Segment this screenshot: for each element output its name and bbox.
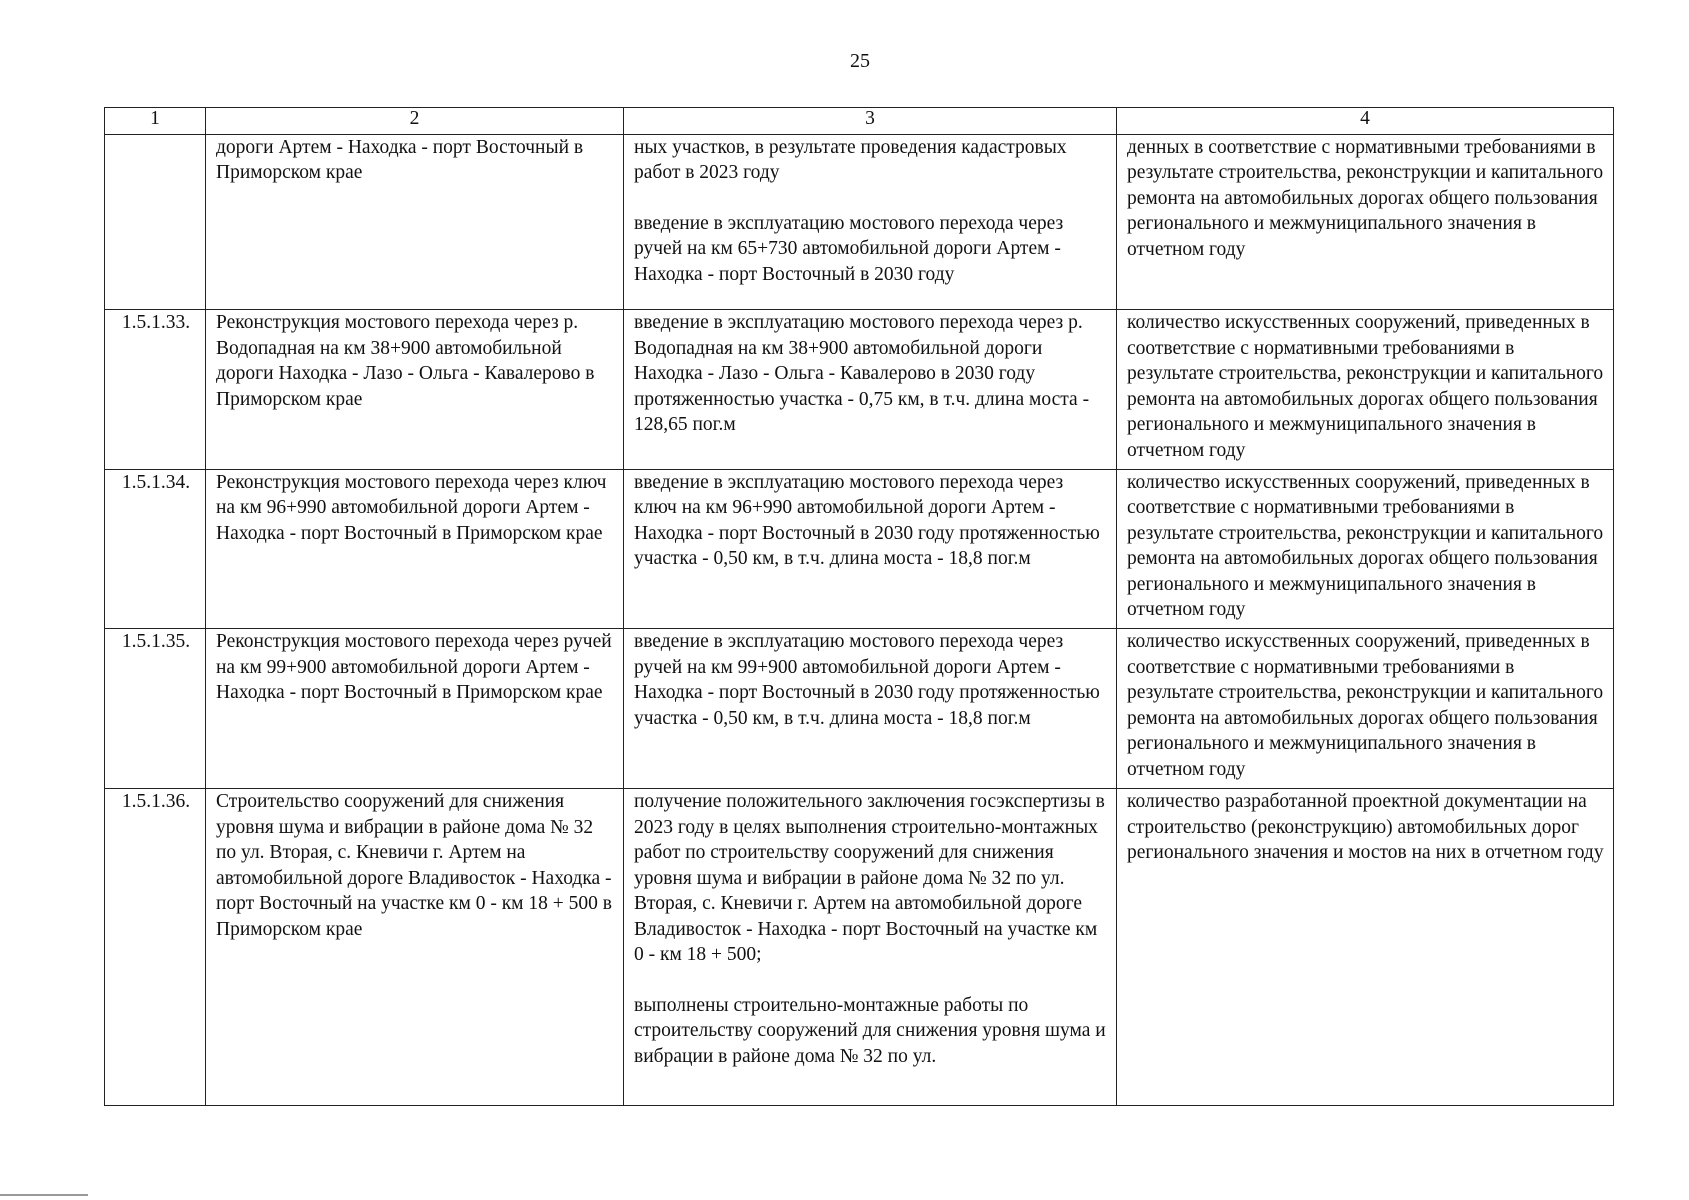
- result-paragraph: выполнены строительно-монтажные работы по строительству сооружений для снижения уровня шума и вибрации в районе дома № 32 по ул.: [634, 994, 1106, 1067]
- table-row: [105, 310, 1614, 470]
- indicator: денных в соответствие с нормативными требованиями в результате строительства, реконструкции и капитального ремонта на автомобильных дорогах общего пользования регионального и межмуниципального значения в отчетном году: [1117, 134, 1614, 310]
- program-table: [104, 107, 1614, 1106]
- event-name: Реконструкция мостового перехода через ручей на км 99+900 автомобильной дороги Артем - Находка - порт Восточный в Приморском крае: [206, 629, 624, 789]
- expected-result: [624, 310, 1117, 470]
- indicator: количество искусственных сооружений, приведенных в соответствие с нормативными требованиями в результате строительства, реконструкции и капитального ремонта на автомобильных дорогах общего пользования регионального и межмуниципального значения в отчетном году: [1117, 469, 1614, 629]
- expected-result: [624, 469, 1117, 629]
- expected-result: [624, 134, 1117, 310]
- event-name: Реконструкция мостового перехода через ключ на км 96+990 автомобильной дороги Артем - Находка - порт Восточный в Приморском крае: [206, 469, 624, 629]
- expected-result: [624, 629, 1117, 789]
- scan-edge-mark: [0, 1194, 88, 1196]
- result-paragraph: ных участков, в результате проведения кадастровых работ в 2023 году: [634, 136, 1067, 184]
- indicator: количество искусственных сооружений, приведенных в соответствие с нормативными требованиями в результате строительства, реконструкции и капитального ремонта на автомобильных дорогах общего пользования регионального и межмуниципального значения в отчетном году: [1117, 629, 1614, 789]
- table-row: [105, 134, 1614, 310]
- indicator: количество искусственных сооружений, приведенных в соответствие с нормативными требованиями в результате строительства, реконструкции и капитального ремонта на автомобильных дорогах общего пользования регионального и межмуниципального значения в отчетном году: [1117, 310, 1614, 470]
- table-row: [105, 629, 1614, 789]
- row-number: 1.5.1.33.: [105, 310, 206, 470]
- event-name: дороги Артем - Находка - порт Восточный в Приморском крае: [206, 134, 624, 310]
- result-paragraph: получение положительного заключения госэкспертизы в 2023 году в целях выполнения строительно-монтажных работ по строительству сооружений для снижения уровня шума и вибрации в районе дома № 32 по ул. Вторая, с. Кневичи г. Артем на автомобильной дороге Владивосток - Находка - порт Восточный на участке км 0 - км 18 + 500;: [634, 791, 1105, 965]
- row-number: 1.5.1.36.: [105, 789, 206, 1106]
- event-name: Реконструкция мостового перехода через р. Водопадная на км 38+900 автомобильной дороги Находка - Лазо - Ольга - Кавалерово в Приморском крае: [206, 310, 624, 470]
- header-col-2: 2: [206, 108, 624, 135]
- result-paragraph: введение в эксплуатацию мостового перехода через ручей на км 99+900 автомобильной дороги Артем - Находка - порт Восточный в 2030 году протяженностью участка - 0,50 км, в т.ч. длина моста - 18,8 пог.м: [634, 631, 1100, 729]
- row-number: 1.5.1.34.: [105, 469, 206, 629]
- event-name: Строительство сооружений для снижения уровня шума и вибрации в районе дома № 32 по ул. Вторая, с. Кневичи г. Артем на автомобильной дороге Владивосток - Находка - порт Восточный на участке км 0 - км 18 + 500 в Приморском крае: [206, 789, 624, 1106]
- expected-result: [624, 789, 1117, 1106]
- result-paragraph: введение в эксплуатацию мостового перехода через ручей на км 65+730 автомобильной дороги Артем - Находка - порт Восточный в 2030 году: [634, 212, 1064, 285]
- header-col-1: 1: [105, 108, 206, 135]
- page-number: 25: [850, 50, 870, 72]
- header-col-4: 4: [1117, 108, 1614, 135]
- result-paragraph: введение в эксплуатацию мостового перехода через ключ на км 96+990 автомобильной дороги Артем - Находка - порт Восточный в 2030 году протяженностью участка - 0,50 км, в т.ч. длина моста - 18,8 пог.м: [634, 471, 1100, 570]
- table-header-row: [105, 108, 1614, 135]
- row-number: [105, 134, 206, 310]
- result-paragraph: введение в эксплуатацию мостового перехода через р. Водопадная на км 38+900 автомобильной дороги Находка - Лазо - Ольга - Кавалерово в 2030 году протяженностью участка - 0,75 км, в т.ч. длина моста - 128,65 пог.м: [634, 312, 1090, 436]
- table-row: [105, 789, 1614, 1106]
- indicator: количество разработанной проектной документации на строительство (реконструкцию) автомобильных дорог регионального значения и мостов на них в отчетном году: [1117, 789, 1614, 1106]
- header-col-3: 3: [624, 108, 1117, 135]
- row-number: 1.5.1.35.: [105, 629, 206, 789]
- table-row: [105, 469, 1614, 629]
